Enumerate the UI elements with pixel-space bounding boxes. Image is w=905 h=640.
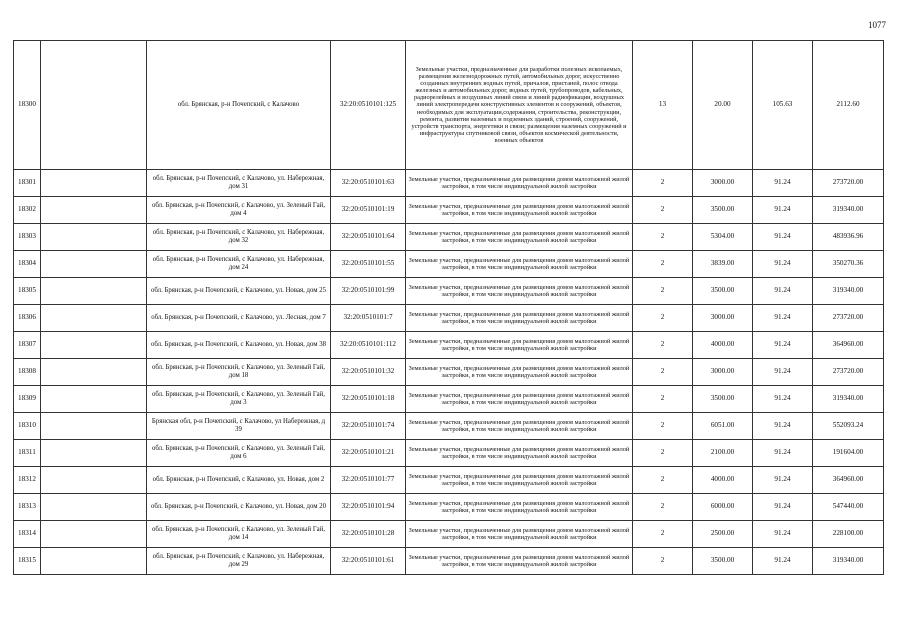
cadastral-value-cell: 350270.36 xyxy=(813,251,884,278)
address-cell: обл. Брянская, р-н Почепский, с Калачово, ул. Набережная, дом 31 xyxy=(147,170,331,197)
specific-value-cell: 91.24 xyxy=(753,386,813,413)
land-use-cell: Земельные участки, предназначенные для размещения домов малоэтажной жилой застройки, в том числе индивидуальной жилой застройки xyxy=(406,359,633,386)
cadastral-value-cell: 228100.00 xyxy=(813,521,884,548)
cadastral-value-cell: 319340.00 xyxy=(813,278,884,305)
use-group-cell: 2 xyxy=(633,494,693,521)
table-row xyxy=(14,386,884,413)
use-group-cell: 2 xyxy=(633,251,693,278)
specific-value-cell: 91.24 xyxy=(753,521,813,548)
area-cell: 3000.00 xyxy=(693,305,753,332)
use-group-cell: 2 xyxy=(633,359,693,386)
land-use-cell: Земельные участки, предназначенные для размещения домов малоэтажной жилой застройки, в том числе индивидуальной жилой застройки xyxy=(406,521,633,548)
table-body xyxy=(14,41,884,575)
cadastral-number-cell: 32:20:0510101:64 xyxy=(331,224,406,251)
area-cell: 3500.00 xyxy=(693,197,753,224)
table-row xyxy=(14,548,884,575)
cadastral-value-cell: 2112.60 xyxy=(813,41,884,170)
record-number-cell: 18300 xyxy=(14,41,41,170)
table-row xyxy=(14,332,884,359)
specific-value-cell: 105.63 xyxy=(753,41,813,170)
blank-cell xyxy=(41,413,147,440)
blank-cell xyxy=(41,224,147,251)
record-number-cell: 18301 xyxy=(14,170,41,197)
cadastral-number-cell: 32:20:0510101:61 xyxy=(331,548,406,575)
specific-value-cell: 91.24 xyxy=(753,332,813,359)
address-cell: обл. Брянская, р-н Почепский, с Калачово, ул. Набережная, дом 32 xyxy=(147,224,331,251)
use-group-cell: 2 xyxy=(633,197,693,224)
address-cell: обл. Брянская, р-н Почепский, с Калачово, ул. Новая, дом 38 xyxy=(147,332,331,359)
table-row xyxy=(14,41,884,170)
land-use-cell: Земельные участки, предназначенные для размещения домов малоэтажной жилой застройки, в том числе индивидуальной жилой застройки xyxy=(406,197,633,224)
blank-cell xyxy=(41,359,147,386)
cadastral-value-cell: 319340.00 xyxy=(813,386,884,413)
area-cell: 3839.00 xyxy=(693,251,753,278)
land-use-cell: Земельные участки, предназначенные для размещения домов малоэтажной жилой застройки, в том числе индивидуальной жилой застройки xyxy=(406,548,633,575)
cadastral-number-cell: 32:20:0510101:21 xyxy=(331,440,406,467)
table-row xyxy=(14,359,884,386)
land-use-cell: Земельные участки, предназначенные для размещения домов малоэтажной жилой застройки, в том числе индивидуальной жилой застройки xyxy=(406,494,633,521)
cadastral-number-cell: 32:20:0510101:63 xyxy=(331,170,406,197)
use-group-cell: 2 xyxy=(633,467,693,494)
specific-value-cell: 91.24 xyxy=(753,467,813,494)
use-group-cell: 2 xyxy=(633,332,693,359)
land-use-cell: Земельные участки, предназначенные для разработки полезных ископаемых, размещения железнодорожных путей, автомобильных дорог, искусственно созданных внутренних водных путей, причалов, пристаней, полос отвода железных и автомобильных дорог, водных путей, трубопроводов, кабельных, радиорелейных и воздушных линий связи и линий радиофикации, воздушных линий электропередачи конструктивных элементов и сооружений, объектов, необходимых для эксплуатации,содержания, строительства, реконструкции, ремонта, развития наземных и подземных зданий, строений, сооружений, устройств транспорта, энергетики и связи; размещения наземных сооружений и инфраструктуры спутниковой связи, объектов космической деятельности, военных объектов xyxy=(406,41,633,170)
cadastral-number-cell: 32:20:0510101:112 xyxy=(331,332,406,359)
blank-cell xyxy=(41,332,147,359)
land-use-cell: Земельные участки, предназначенные для размещения домов малоэтажной жилой застройки, в том числе индивидуальной жилой застройки xyxy=(406,224,633,251)
blank-cell xyxy=(41,521,147,548)
record-number-cell: 18312 xyxy=(14,467,41,494)
area-cell: 4000.00 xyxy=(693,332,753,359)
address-cell: обл. Брянская, р-н Почепский, с Калачово, ул. Набережная, дом 29 xyxy=(147,548,331,575)
cadastral-number-cell: 32:20:0510101:7 xyxy=(331,305,406,332)
use-group-cell: 13 xyxy=(633,41,693,170)
cadastral-number-cell: 32:20:0510101:94 xyxy=(331,494,406,521)
area-cell: 20.00 xyxy=(693,41,753,170)
cadastral-number-cell: 32:20:0510101:18 xyxy=(331,386,406,413)
blank-cell xyxy=(41,41,147,170)
cadastral-value-cell: 273720.00 xyxy=(813,305,884,332)
use-group-cell: 2 xyxy=(633,224,693,251)
blank-cell xyxy=(41,197,147,224)
address-cell: обл. Брянская, р-н Почепский, с Калачово, ул. Новая, дом 25 xyxy=(147,278,331,305)
cadastral-value-cell: 547440.00 xyxy=(813,494,884,521)
page-number: 1077 xyxy=(868,20,886,30)
land-use-cell: Земельные участки, предназначенные для размещения домов малоэтажной жилой застройки, в том числе индивидуальной жилой застройки xyxy=(406,467,633,494)
address-cell: обл. Брянская, р-н Почепский, с Калачово, ул. Новая, дом 2 xyxy=(147,467,331,494)
table-row xyxy=(14,251,884,278)
cadastral-value-cell: 319340.00 xyxy=(813,197,884,224)
area-cell: 6000.00 xyxy=(693,494,753,521)
area-cell: 3500.00 xyxy=(693,386,753,413)
record-number-cell: 18313 xyxy=(14,494,41,521)
table-row xyxy=(14,494,884,521)
use-group-cell: 2 xyxy=(633,521,693,548)
cadastral-value-cell: 552093.24 xyxy=(813,413,884,440)
land-use-cell: Земельные участки, предназначенные для размещения домов малоэтажной жилой застройки, в том числе индивидуальной жилой застройки xyxy=(406,413,633,440)
address-cell: обл. Брянская, р-н Почепский, с Калачово, ул. Зеленый Гай, дом 14 xyxy=(147,521,331,548)
specific-value-cell: 91.24 xyxy=(753,548,813,575)
cadastral-value-cell: 273720.00 xyxy=(813,170,884,197)
use-group-cell: 2 xyxy=(633,170,693,197)
cadastral-value-cell: 364960.00 xyxy=(813,332,884,359)
address-cell: обл. Брянская, р-н Почепский, с Калачово, ул. Новая, дом 20 xyxy=(147,494,331,521)
area-cell: 3500.00 xyxy=(693,278,753,305)
specific-value-cell: 91.24 xyxy=(753,170,813,197)
area-cell: 3000.00 xyxy=(693,359,753,386)
use-group-cell: 2 xyxy=(633,278,693,305)
blank-cell xyxy=(41,278,147,305)
blank-cell xyxy=(41,305,147,332)
specific-value-cell: 91.24 xyxy=(753,494,813,521)
address-cell: Брянская обл, р-н Почепский, с Калачово, ул Набережная, д 39 xyxy=(147,413,331,440)
specific-value-cell: 91.24 xyxy=(753,251,813,278)
specific-value-cell: 91.24 xyxy=(753,440,813,467)
use-group-cell: 2 xyxy=(633,386,693,413)
use-group-cell: 2 xyxy=(633,440,693,467)
specific-value-cell: 91.24 xyxy=(753,359,813,386)
table-row xyxy=(14,305,884,332)
address-cell: обл. Брянская, р-н Почепский, с Калачово, ул. Набережная, дом 24 xyxy=(147,251,331,278)
cadastral-number-cell: 32:20:0510101:77 xyxy=(331,467,406,494)
area-cell: 4000.00 xyxy=(693,467,753,494)
blank-cell xyxy=(41,170,147,197)
cadastral-number-cell: 32:20:0510101:99 xyxy=(331,278,406,305)
cadastral-number-cell: 32:20:0510101:74 xyxy=(331,413,406,440)
table-row xyxy=(14,413,884,440)
cadastral-number-cell: 32:20:0510101:28 xyxy=(331,521,406,548)
area-cell: 2500.00 xyxy=(693,521,753,548)
land-use-cell: Земельные участки, предназначенные для размещения домов малоэтажной жилой застройки, в том числе индивидуальной жилой застройки xyxy=(406,440,633,467)
table-row xyxy=(14,278,884,305)
address-cell: обл. Брянская, р-н Почепский, с Калачово, ул. Зеленый Гай, дом 6 xyxy=(147,440,331,467)
land-use-cell: Земельные участки, предназначенные для размещения домов малоэтажной жилой застройки, в том числе индивидуальной жилой застройки xyxy=(406,332,633,359)
use-group-cell: 2 xyxy=(633,413,693,440)
table-row xyxy=(14,170,884,197)
record-number-cell: 18314 xyxy=(14,521,41,548)
record-number-cell: 18306 xyxy=(14,305,41,332)
land-use-cell: Земельные участки, предназначенные для размещения домов малоэтажной жилой застройки, в том числе индивидуальной жилой застройки xyxy=(406,386,633,413)
specific-value-cell: 91.24 xyxy=(753,413,813,440)
specific-value-cell: 91.24 xyxy=(753,278,813,305)
use-group-cell: 2 xyxy=(633,548,693,575)
cadastral-value-table xyxy=(13,40,884,575)
land-use-cell: Земельные участки, предназначенные для размещения домов малоэтажной жилой застройки, в том числе индивидуальной жилой застройки xyxy=(406,170,633,197)
cadastral-value-cell: 364960.00 xyxy=(813,467,884,494)
area-cell: 2100.00 xyxy=(693,440,753,467)
cadastral-value-cell: 319340.00 xyxy=(813,548,884,575)
record-number-cell: 18310 xyxy=(14,413,41,440)
blank-cell xyxy=(41,467,147,494)
table-row xyxy=(14,197,884,224)
cadastral-number-cell: 32:20:0510101:32 xyxy=(331,359,406,386)
cadastral-number-cell: 32:20:0510101:19 xyxy=(331,197,406,224)
blank-cell xyxy=(41,494,147,521)
area-cell: 3000.00 xyxy=(693,170,753,197)
record-number-cell: 18311 xyxy=(14,440,41,467)
record-number-cell: 18309 xyxy=(14,386,41,413)
blank-cell xyxy=(41,251,147,278)
blank-cell xyxy=(41,386,147,413)
address-cell: обл. Брянская, р-н Почепский, с Калачово, ул. Зеленый Гай, дом 18 xyxy=(147,359,331,386)
land-use-cell: Земельные участки, предназначенные для размещения домов малоэтажной жилой застройки, в том числе индивидуальной жилой застройки xyxy=(406,278,633,305)
cadastral-number-cell: 32:20:0510101:125 xyxy=(331,41,406,170)
land-use-cell: Земельные участки, предназначенные для размещения домов малоэтажной жилой застройки, в том числе индивидуальной жилой застройки xyxy=(406,251,633,278)
record-number-cell: 18307 xyxy=(14,332,41,359)
table-row xyxy=(14,224,884,251)
area-cell: 6051.00 xyxy=(693,413,753,440)
record-number-cell: 18305 xyxy=(14,278,41,305)
blank-cell xyxy=(41,548,147,575)
land-use-cell: Земельные участки, предназначенные для размещения домов малоэтажной жилой застройки, в том числе индивидуальной жилой застройки xyxy=(406,305,633,332)
address-cell: обл. Брянская, р-н Почепский, с Калачово xyxy=(147,41,331,170)
area-cell: 3500.00 xyxy=(693,548,753,575)
cadastral-value-cell: 483936.96 xyxy=(813,224,884,251)
specific-value-cell: 91.24 xyxy=(753,197,813,224)
specific-value-cell: 91.24 xyxy=(753,305,813,332)
cadastral-value-cell: 273720.00 xyxy=(813,359,884,386)
record-number-cell: 18308 xyxy=(14,359,41,386)
table-row xyxy=(14,440,884,467)
table-row xyxy=(14,467,884,494)
table-row xyxy=(14,521,884,548)
blank-cell xyxy=(41,440,147,467)
address-cell: обл. Брянская, р-н Почепский, с Калачово, ул. Зеленый Гай, дом 4 xyxy=(147,197,331,224)
address-cell: обл. Брянская, р-н Почепский, с Калачово, ул. Зеленый Гай, дом 3 xyxy=(147,386,331,413)
record-number-cell: 18303 xyxy=(14,224,41,251)
specific-value-cell: 91.24 xyxy=(753,224,813,251)
cadastral-number-cell: 32:20:0510101:55 xyxy=(331,251,406,278)
cadastral-value-cell: 191604.00 xyxy=(813,440,884,467)
address-cell: обл. Брянская, р-н Почепский, с Калачово, ул. Лесная, дом 7 xyxy=(147,305,331,332)
record-number-cell: 18315 xyxy=(14,548,41,575)
area-cell: 5304.00 xyxy=(693,224,753,251)
record-number-cell: 18304 xyxy=(14,251,41,278)
record-number-cell: 18302 xyxy=(14,197,41,224)
use-group-cell: 2 xyxy=(633,305,693,332)
